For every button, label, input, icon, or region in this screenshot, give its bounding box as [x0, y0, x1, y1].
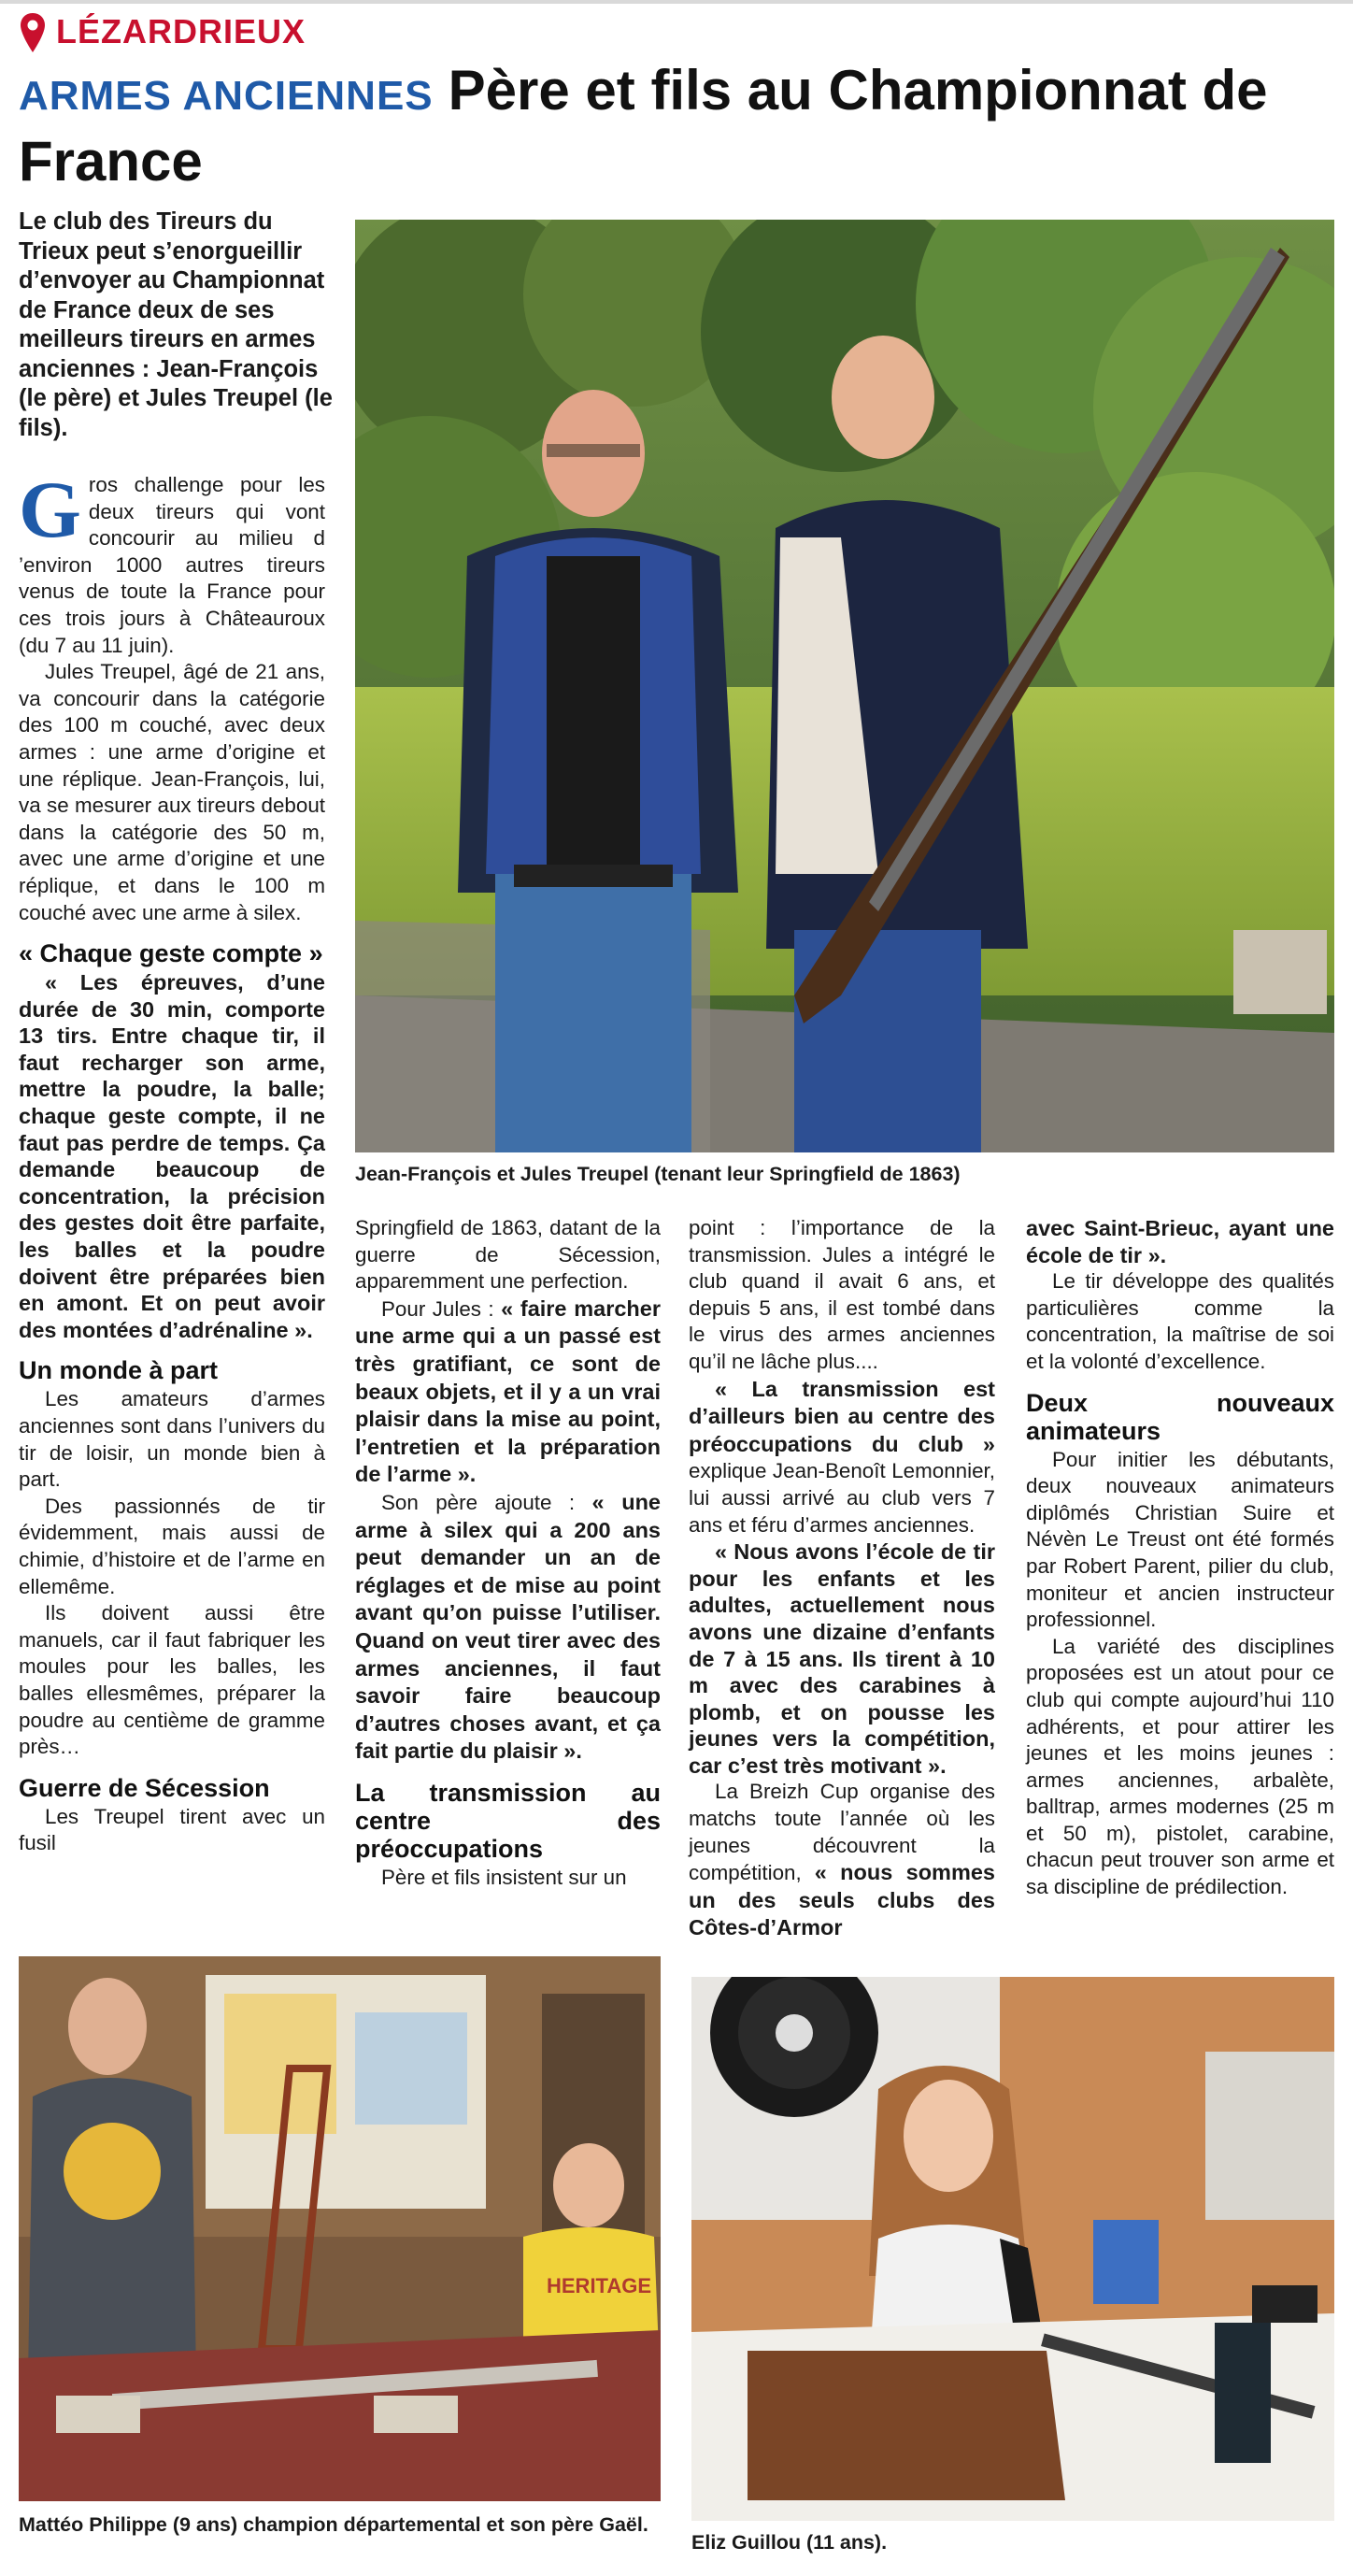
article-column-3	[689, 1215, 995, 1942]
paragraph: Le tir développe des qualités particulières comme la concentration, la maîtrise de soi et la volonté d’excellence.	[1026, 1269, 1334, 1373]
paragraph: Jules Treupel, âgé de 21 ans, va concourir dans la catégorie des 100 m couché, avec deux armes : une arme d’origine et une réplique. Jean-François, lui, va se mesurer aux tireurs debout dans la catégorie des 50 m, avec une arme d’origine et une réplique, et dans le 100 m couché avec une arme à silex.	[19, 660, 325, 924]
main-photo-caption: Jean-François et Jules Treupel (tenant leur Springfield de 1863)	[355, 1163, 961, 1185]
article-column-2	[355, 1215, 661, 1891]
subheading: Guerre de Sécession	[19, 1773, 270, 1802]
quote-paragraph: avec Saint-Brieuc, ayant une école de tir ».	[1026, 1216, 1334, 1267]
lead-paragraph: Le club des Tireurs du Trieux peut s’enorgueillir d’envoyer au Championnat de France deux de ses meilleurs tireurs en armes anciennes : Jean-François (le père) et Jules Treupel (le fils).	[19, 208, 333, 441]
location-pin-icon	[19, 11, 47, 54]
paragraph: Des passionnés de tir évidemment, mais aussi de chimie, d’histoire et de l’arme en ellemême.	[19, 1494, 325, 1598]
paragraph: Ils doivent aussi être manuels, car il faut fabriquer les moules pour les balles, les balles ellesmêmes, préparer la poudre au centième de gramme près…	[19, 1601, 325, 1759]
paragraph: Gros challenge pour les deux tireurs qui vont concourir au milieu d ’environ 1000 autres tireurs venus de toute la France pour ces trois jours à Châteauroux (du 7 au 11 juin).	[19, 465, 325, 657]
subheading: La transmission au centre des préoccupations	[355, 1778, 661, 1863]
drop-cap: G	[19, 465, 81, 554]
paragraph: Son père ajoute : « une arme à silex qui a 200 ans peut demander un an de réglages et de mise au point avant qu’on puisse l’utiliser. Quand on veut tirer avec des armes anciennes, il faut savoir faire beaucoup d’autres choses avant, et ça fait partie du plaisir ».	[355, 1489, 661, 1764]
article-column-4	[1026, 1215, 1334, 1901]
workshop-photo	[19, 1956, 661, 2501]
paragraph: La Breizh Cup organise des matchs toute l’année où les jeunes découvrent la compétition, « nous sommes un des seuls clubs des Côtes-d’Armor	[689, 1780, 995, 1940]
main-photo	[355, 220, 1334, 1152]
title: Père et fils au Championnat de France	[19, 59, 1268, 193]
article-column-1	[19, 465, 325, 1857]
city-label: LÉZARDRIEUX	[56, 12, 306, 50]
kicker: ARMES ANCIENNES	[19, 73, 434, 119]
paragraph: Springfield de 1863, datant de la guerre de Sécession, apparemment une perfection.	[355, 1216, 661, 1294]
paragraph: point : l’importance de la transmission. Jules a intégré le club quand il avait 6 ans, et depuis 5 ans, il est tombé dans le virus des armes anciennes qu’il ne lâche plus....	[689, 1216, 995, 1373]
subheading: Un monde à part	[19, 1356, 219, 1385]
paragraph: Pour Jules : « faire marcher une arme qui a un passé est très gratifiant, ce sont de beaux objets, et il y a un vrai plaisir dans la mise au point, l’entretien et la préparation de l’arme ».	[355, 1295, 661, 1487]
paragraph: « La transmission est d’ailleurs bien au centre des préoccupations du club » explique Jean-Benoît Lemonnier, lui aussi arrivé au club vers 7 ans et féru d’armes anciennes.	[689, 1376, 995, 1537]
workshop-photo-caption: Mattéo Philippe (9 ans) champion départemental et son père Gaël.	[19, 2513, 648, 2536]
shooting-range-photo	[691, 1977, 1334, 2521]
headline	[19, 58, 1336, 194]
top-rule	[0, 0, 1353, 4]
quote-paragraph: « Les épreuves, d’une durée de 30 min, comporte 13 tirs. Entre chaque tir, il faut recharger son arme, mettre la poudre, la balle; chaque geste compte, il ne faut pas perdre de temps. Ça demande beaucoup de concentration, la précision des gestes doit être parfaite, les balles et la poudre doivent être préparées bien en amont. Et on peut avoir des montées d’adrénaline ».	[19, 970, 325, 1342]
quote-paragraph: « Nous avons l’école de tir pour les enfants et les adultes, actuellement nous avons une dizaine d’enfants de 7 à 15 ans. Ils tirent à 10 m avec des carabines à plomb, et on pousse les jeunes vers la compétition, car c’est très motivant ».	[689, 1539, 995, 1778]
subheading: « Chaque geste compte »	[19, 939, 323, 968]
paragraph: Père et fils insistent sur un	[381, 1865, 627, 1889]
subheading: Deux nouveaux animateurs	[1026, 1388, 1334, 1445]
paragraph: Pour initier les débutants, deux nouveaux animateurs diplômés Christian Suire et Névèn Le Treust ont été formés par Robert Parent, pilier du club, moniteur et ancien instructeur professionnel.	[1026, 1447, 1334, 1632]
paragraph: Les Treupel tirent avec un fusil	[19, 1804, 325, 1855]
tshirt-text: HERITAGE	[547, 2274, 652, 2297]
paragraph: Les amateurs d’armes anciennes sont dans l’univers du tir de loisir, un monde bien à part.	[19, 1387, 325, 1492]
shooting-range-photo-caption: Eliz Guillou (11 ans).	[691, 2531, 888, 2554]
paragraph: La variété des disciplines proposées est un atout pour ce club qui compte aujourd’hui 110 adhérents, et pour attirer les jeunes et les moins jeunes : armes anciennes, arbalète, balltrap, armes modernes (25 m et 50 m), pistolet, carabine, chacun peut trouver son arme et sa discipline de prédilection.	[1026, 1634, 1334, 1899]
